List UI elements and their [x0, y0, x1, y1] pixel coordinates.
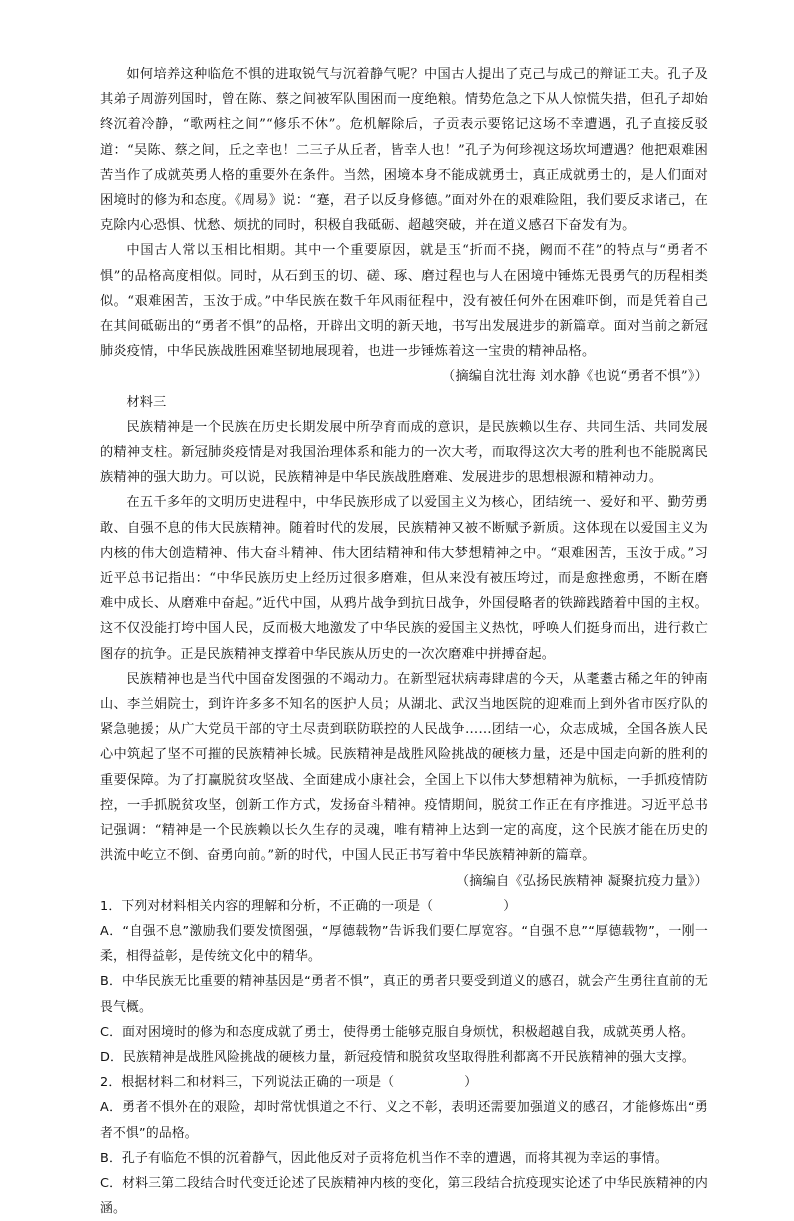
question-1-option-d: D．民族精神是战胜风险挑战的硬核力量，新冠疫情和脱贫攻坚取得胜利都离不开民族精神的强大支撑。 — [100, 1049, 695, 1065]
material3-paragraph-3: 民族精神也是当代中国奋发图强的不竭动力。在新型冠状病毒肆虐的今天，从耄耋古稀之年的钟南山、李兰娟院士，到许许多多不知名的医护人员；从湖北、武汉当地医院的迎难而上到外省市医疗队的紧急驰援；从广大党员干部的守土尽责到联防联控的人民战争……团结一心，众志成城，全国各族人民心中筑起了坚不可摧的民族精神长城。民族精神是战胜风险挑战的硬核力量，还是中国走向新的胜利的重要保障。为了打赢脱贫攻坚战、全面建成小康社会，全国上下以伟大梦想精神为航标，一手抓疫情防控，一手抓脱贫攻坚，创新工作方式，发扬奋斗精神。疫情期间，脱贫工作正在有序推进。习近平总书记强调：“精神是一个民族赖以长久生存的灵魂，唯有精神上达到一定的高度，这个民族才能在历史的洪流中屹立不倒、奋勇向前。”新的时代，中国人民正书写着中华民族精神新的篇章。 — [100, 671, 708, 864]
question-1-close: ） — [503, 898, 517, 914]
material2-source: （摘编自沈壮海 刘水静《也说“勇者不惧”》） — [441, 369, 708, 385]
material3-paragraph-2: 在五千多年的文明历史进程中，中华民族形成了以爱国主义为核心，团结统一、爱好和平、勤劳勇敢、自强不息的伟大民族精神。随着时代的发展，民族精神又被不断赋予新质。这体现在以爱国主义为内核的伟大创造精神、伟大奋斗精神、伟大团结精神和伟大梦想精神之中。“艰难困苦，玉汝于成。”习近平总书记指出：“中华民族历史上经历过很多磨难，但从来没有被压垮过，而是愈挫愈勇，不断在磨难中成长、从磨难中奋起。”近代中国，从鸦片战争到抗日战争，外国侵略者的铁蹄践踏着中国的主权。这不仅没能打垮中国人民，反而极大地激发了中华民族的爱国主义热忱，呼唤人们挺身而出，进行救亡图存的抗争。正是民族精神支撑着中华民族从历史的一次次磨难中拼搏奋起。 — [100, 495, 708, 662]
material3-paragraph-1: 民族精神是一个民族在历史长期发展中所孕育而成的意识，是民族赖以生存、共同生活、共同发展的精神支柱。新冠肺炎疫情是对我国治理体系和能力的一次大考，而取得这次大考的胜利也不能脱离民族精神的强大助力。可以说，民族精神是中华民族战胜磨难、发展进步的思想根源和精神动力。 — [100, 419, 708, 486]
question-1-stem — [100, 894, 708, 919]
material2-paragraph-1: 如何培养这种临危不惧的进取锐气与沉着静气呢？中国古人提出了克己与成己的辩证工夫。孔子及其弟子周游列国时，曾在陈、蔡之间被军队围困而一度绝粮。情势危急之下从人惊慌失措，但孔子却始终沉着冷静，“歌两柱之间”“修乐不休”。危机解除后，子贡表示要铭记这场不幸遭遇，孔子直接反驳道：“吴陈、蔡之间，丘之幸也！二三子从丘者，皆幸人也！”孔子为何珍视这场坎坷遭遇？他把艰难困苦当作了成就英勇人格的重要外在条件。当然，困境本身不能成就勇士，真正成就勇士的，是人们面对困境时的修为和态度。《周易》说：“蹇，君子以反身修德。”面对外在的艰难险阻，我们要反求诸己，在克除内心恐惧、忧愁、烦扰的同时，积极自我砥砺、超越突破，并在道义感召下奋发有为。 — [100, 67, 708, 234]
question-2-option-a: A．勇者不惧外在的艰险，却时常忧惧道之不行、义之不彰，表明还需要加强道义的感召，才能修炼出“勇者不惧”的品格。 — [100, 1100, 708, 1141]
question-2-option-c: C．材料三第二段结合时代变迁论述了民族精神内核的变化，第三段结合抗疫现实论述了中华民族精神的内涵。 — [100, 1175, 708, 1217]
question-2-stem — [100, 1070, 708, 1095]
question-2-close: ） — [464, 1075, 478, 1091]
question-1-option-b: B．中华民族无比重要的精神基因是“勇者不惧”，真正的勇者只要受到道义的感召，就会产生勇往直前的无畏气概。 — [100, 974, 708, 1015]
material3-heading: 材料三 — [126, 394, 167, 410]
material3-source: （摘编自《弘扬民族精神 凝聚抗疫力量》） — [455, 873, 708, 889]
question-1-option-a: A．“自强不息”激励我们要发愤图强，“厚德载物”告诉我们要仁厚宽容。“自强不息”“厚德载物”，一刚一柔，相得益彰，是传统文化中的精华。 — [100, 923, 708, 965]
question-2-text: 2．根据材料二和材料三，下列说法正确的一项是（ — [100, 1075, 395, 1091]
question-1-text: 1．下列对材料相关内容的理解和分析，不正确的一项是（ — [100, 898, 434, 914]
question-1-option-c: C．面对困境时的修为和态度成就了勇士，使得勇士能够克服自身烦忧，积极超越自我，成就英勇人格。 — [100, 1024, 694, 1040]
question-2-option-b: B．孔子有临危不惧的沉着静气，因此他反对子贡将危机当作不幸的遭遇，而将其视为幸运的事情。 — [100, 1150, 668, 1166]
material2-paragraph-2: 中国古人常以玉相比相期。其中一个重要原因，就是玉“折而不挠，阙而不荏”的特点与“勇者不惧”的品格高度相似。同时，从石到玉的切、磋、琢、磨过程也与人在困境中锤炼无畏勇气的历程相类似。“艰难困苦，玉汝于成。”中华民族在数千年风雨征程中，没有被任何外在困难吓倒，而是凭着自己在其间砥砺出的“勇者不惧”的品格，开辟出文明的新天地，书写出发展进步的新篇章。面对当前之新冠肺炎疫情，中华民族战胜困难坚韧地展现着，也进一步锤炼着这一宝贵的精神品格。 — [100, 243, 708, 360]
